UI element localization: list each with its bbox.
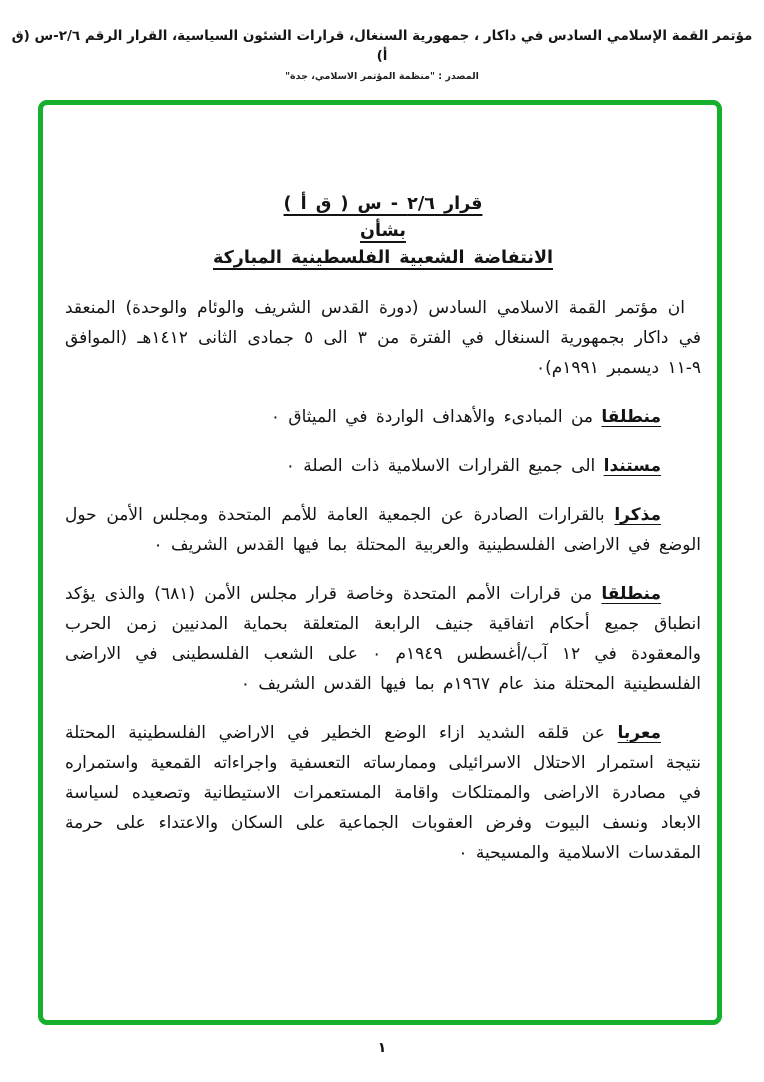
paragraph-text: من المبادىء والأهداف الواردة في الميثاق ٠: [270, 407, 602, 427]
catalog-header-title: مؤتمر القمة الإسلامي السادس في داكار ، جمهورية السنغال، قرارات الشئون السياسية، القرار الرقم ٢/٦-س (ق أ): [11, 28, 753, 64]
document-frame: [38, 100, 722, 1025]
lead-word: مستندا: [603, 456, 661, 476]
paragraph-text: عن قلقه الشديد ازاء الوضع الخطير في الاراضي الفلسطينية المحتلة نتيجة استمرار الاحتلال الاسرائيلى وممارساته التعسفية واجراءاته القمعية واستمراره في مصادرة الاراضى والممتلكات واقامة المستعمرات الاستيطانية وتصعيده لسياسة الابعاد ونسف البيوت وفرض العقوبات الجماعية على السكان والاعتداء على حرمة المقدسات الاسلامية والمسيحية ٠: [65, 723, 701, 863]
page-number: ١: [377, 1040, 387, 1056]
lead-word: معربا: [617, 723, 661, 743]
source-line: المصدر : "منظمة المؤتمر الاسلامي، جدة": [285, 71, 479, 82]
lead-word: منطلقا: [601, 407, 661, 427]
paragraph-principles: [65, 402, 701, 432]
paragraph-resolutions: [65, 451, 701, 481]
paragraph-text: ان مؤتمر القمة الاسلامي السادس (دورة القدس الشريف والوئام والوحدة) المنعقد في داكار بجمهورية السنغال في الفترة من ٣ الى ٥ جمادى الثانى ١٤١٢هـ (الموافق ٩-١١ ديسمبر ١٩٩١م)٠: [65, 298, 701, 378]
paragraph-preamble: [65, 293, 701, 383]
lead-word: منطلقا: [601, 584, 662, 604]
paragraph-un-resolutions: [65, 579, 701, 699]
resolution-number-title: قرار ٢/٦ - س ( ق أ ): [283, 194, 483, 214]
paragraph-text: من قرارات الأمم المتحدة وخاصة قرار مجلس الأمن (٦٨١) والذى يؤكد انطباق جميع أحكام اتفاقية جنيف الرابعة المتعلقة بحماية المدنيين زمن الحرب والمعقودة في ١٢ آب/أغسطس ١٩٤٩م ٠ على الشعب الفلسطينى في الاراضى الفلسطينية المحتلة منذ عام ١٩٦٧م بما فيها القدس الشريف ٠: [65, 584, 701, 694]
title-subject-word: بشأن: [360, 221, 406, 241]
catalog-header: [8, 26, 756, 82]
lead-word: مذكرا: [614, 505, 661, 525]
paragraph-concern: [65, 718, 701, 868]
paragraph-text: الى جميع القرارات الاسلامية ذات الصلة ٠: [285, 456, 604, 476]
paragraph-recalling: [65, 500, 701, 560]
document-body: [65, 191, 701, 868]
document-title: [65, 191, 701, 272]
title-topic: الانتفاضة الشعبية الفلسطينية المباركة: [213, 248, 553, 268]
paragraph-text: بالقرارات الصادرة عن الجمعية العامة للأمم المتحدة ومجلس الأمن حول الوضع في الاراضى الفلسطينية والعربية المحتلة بما فيها القدس الشريف ٠: [65, 505, 701, 555]
